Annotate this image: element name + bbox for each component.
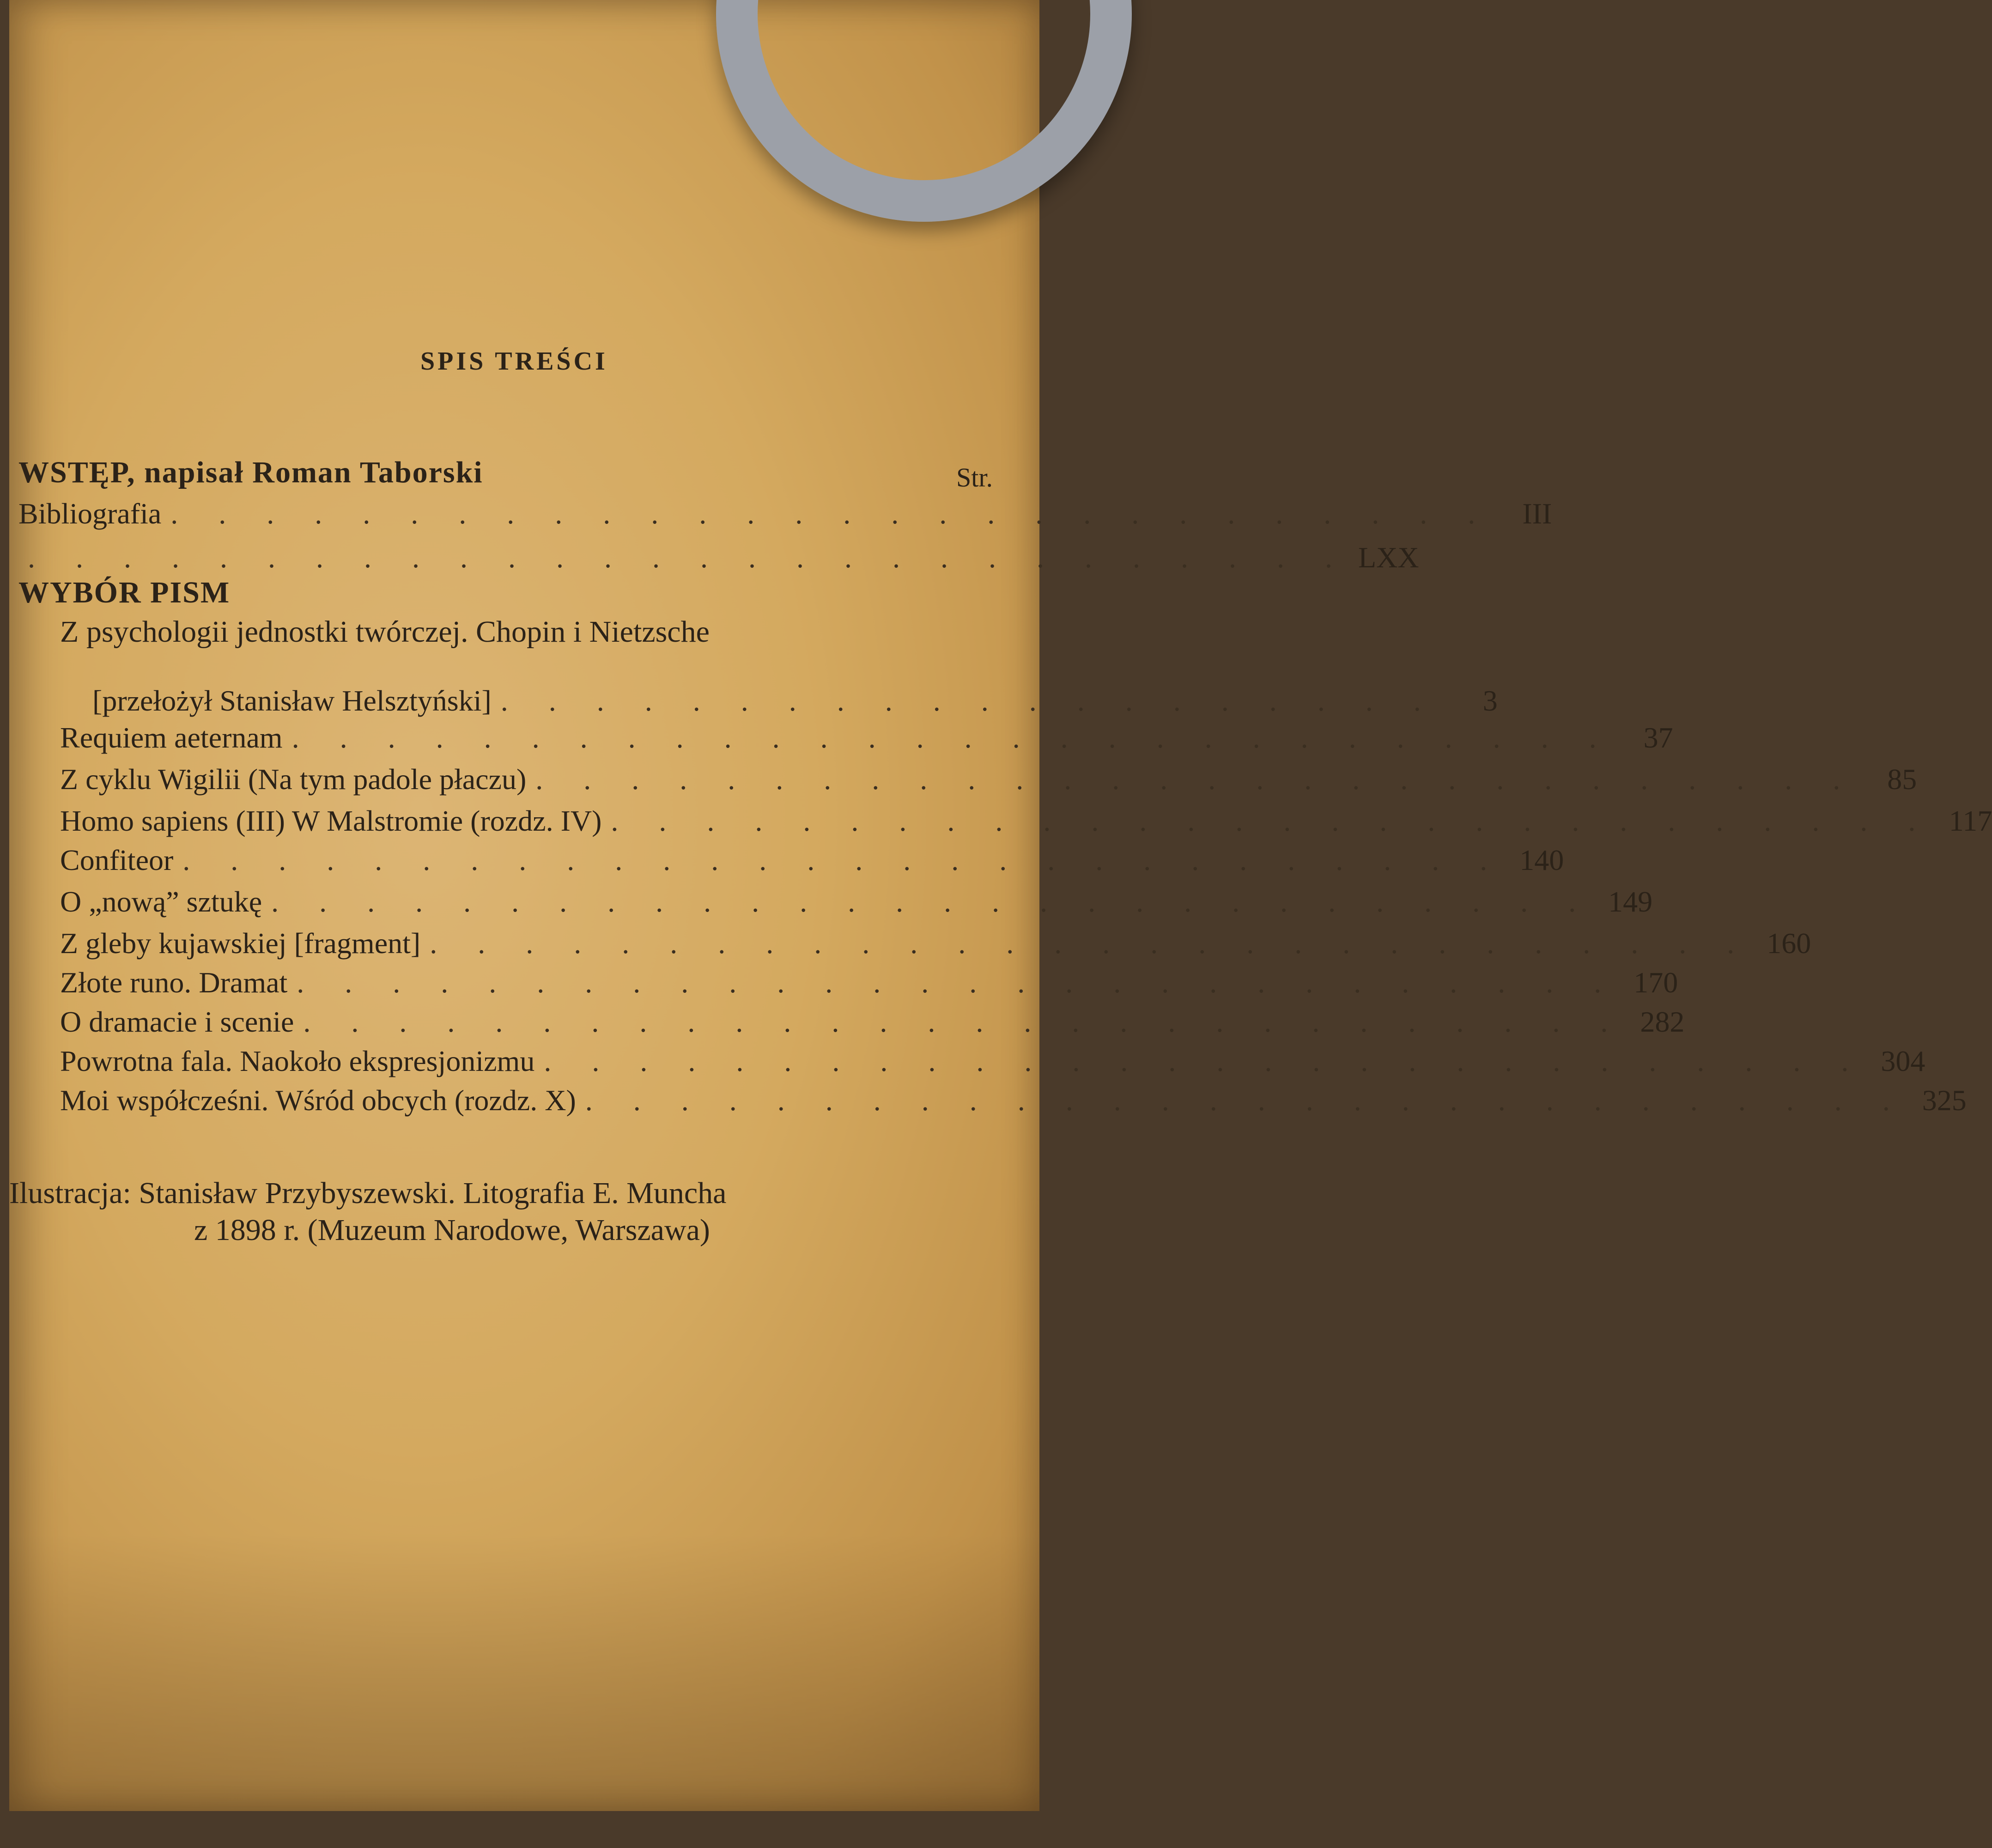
toc-entry-label: Z psychologii jednostki twórczej. Chopin i Nietzsche [60,615,710,649]
toc-entry-bibliography [18,541,1419,578]
toc-entry [60,721,1673,758]
toc-entry-label: Powrotna fala. Naokoło ekspresjonizmu [60,1045,535,1077]
leader-dots: . . . . . . . . . . . . . . . . . . . . . . . . . . . . [585,1084,1907,1117]
page-number: 140 [1519,844,1564,876]
page-number: 85 [1887,763,1917,796]
toc-entry [60,762,1917,799]
leader-dots: . . . . . . . . . . . . . . . . . . . . . . . . . . . . [297,966,1618,999]
leader-dots: . . . . . . . . . . . . . . . . . . . . [500,684,1438,717]
page-number: 170 [1634,966,1678,999]
leader-dots: . . . . . . . . . . . . . . . . . . . . . . . . . . . . [292,721,1613,754]
toc-entry-label: Moi współcześni. Wśród obcych (rozdz. X) [60,1084,576,1117]
toc-entry [60,885,1653,922]
toc-entry-label: O „nową” sztukę [60,885,262,918]
table-of-contents [9,0,1992,1802]
page-number: 304 [1881,1045,1925,1077]
toc-entry [60,926,1811,963]
toc-entry-label: Requiem aeternam [60,721,283,754]
toc-entry [92,684,1498,721]
toc-entry [60,966,1678,1003]
leader-dots: . . . . . . . . . . . . . . . . . . . . . . . . . . . . [303,1005,1625,1038]
leader-dots: . . . . . . . . . . . . . . . . . . . . . . . . . . . . [544,1045,1865,1077]
leader-dots: . . . . . . . . . . . . . . . . . . . . . . . . . . . . [182,844,1504,876]
page-number: 160 [1767,927,1811,960]
toc-entry-label: O dramacie i scenie [60,1005,294,1038]
intro-label: WSTĘP, napisał Roman Taborski [18,456,483,489]
leader-dots: . . . . . . . . . . . . . . . . . . . . . . . . . . . . [430,927,1751,960]
toc-entry [60,843,1564,880]
toc-entry [60,1044,1925,1081]
toc-heading: SPIS TREŚCI [420,347,608,376]
page-number: 282 [1640,1005,1685,1038]
illustration-caption-line-2: z 1898 r. (Muzeum Narodowe, Warszawa) [194,1213,710,1247]
toc-entry-intro [18,497,1552,534]
toc-entry-label: Z gleby kujawskiej [fragment] [60,927,421,960]
toc-entry-label: Złote runo. Dramat [60,966,288,999]
toc-entry-label: [przełożył Stanisław Helsztyński] [92,684,492,717]
toc-entry-label: Homo sapiens (III) W Malstromie (rozdz. IV) [60,804,602,837]
page-number: 149 [1608,885,1653,918]
illustration-caption-line-1: Ilustracja: Stanisław Przybyszewski. Litografia E. Muncha [9,1176,727,1210]
leader-dots: . . . . . . . . . . . . . . . . . . . . . . . . . . . . [170,497,1492,530]
str-label: Str. [956,462,993,492]
section-title: WYBÓR PISM [18,576,231,609]
toc-entry [60,1005,1685,1042]
page-number: LXX [1358,541,1419,574]
page-number: 3 [1482,684,1498,717]
page-number: 325 [1922,1084,1967,1117]
bibliography-label: Bibliografia [18,497,162,530]
toc-entry [60,1083,1967,1120]
page-number: III [1522,497,1552,530]
page-number: 117 [1949,804,1992,837]
leader-dots: . . . . . . . . . . . . . . . . . . . . . . . . . . . . [28,541,1349,574]
page-number: 37 [1643,721,1673,754]
toc-entry-label: Confiteor [60,844,174,876]
toc-entry-label: Z cyklu Wigilii (Na tym padole płaczu) [60,763,527,796]
leader-dots: . . . . . . . . . . . . . . . . . . . . . . . . . . . . [535,763,1857,796]
leader-dots: . . . . . . . . . . . . . . . . . . . . . . . . . . . . [611,804,1932,837]
toc-entry [60,804,1992,841]
leader-dots: . . . . . . . . . . . . . . . . . . . . . . . . . . . . [271,885,1593,918]
